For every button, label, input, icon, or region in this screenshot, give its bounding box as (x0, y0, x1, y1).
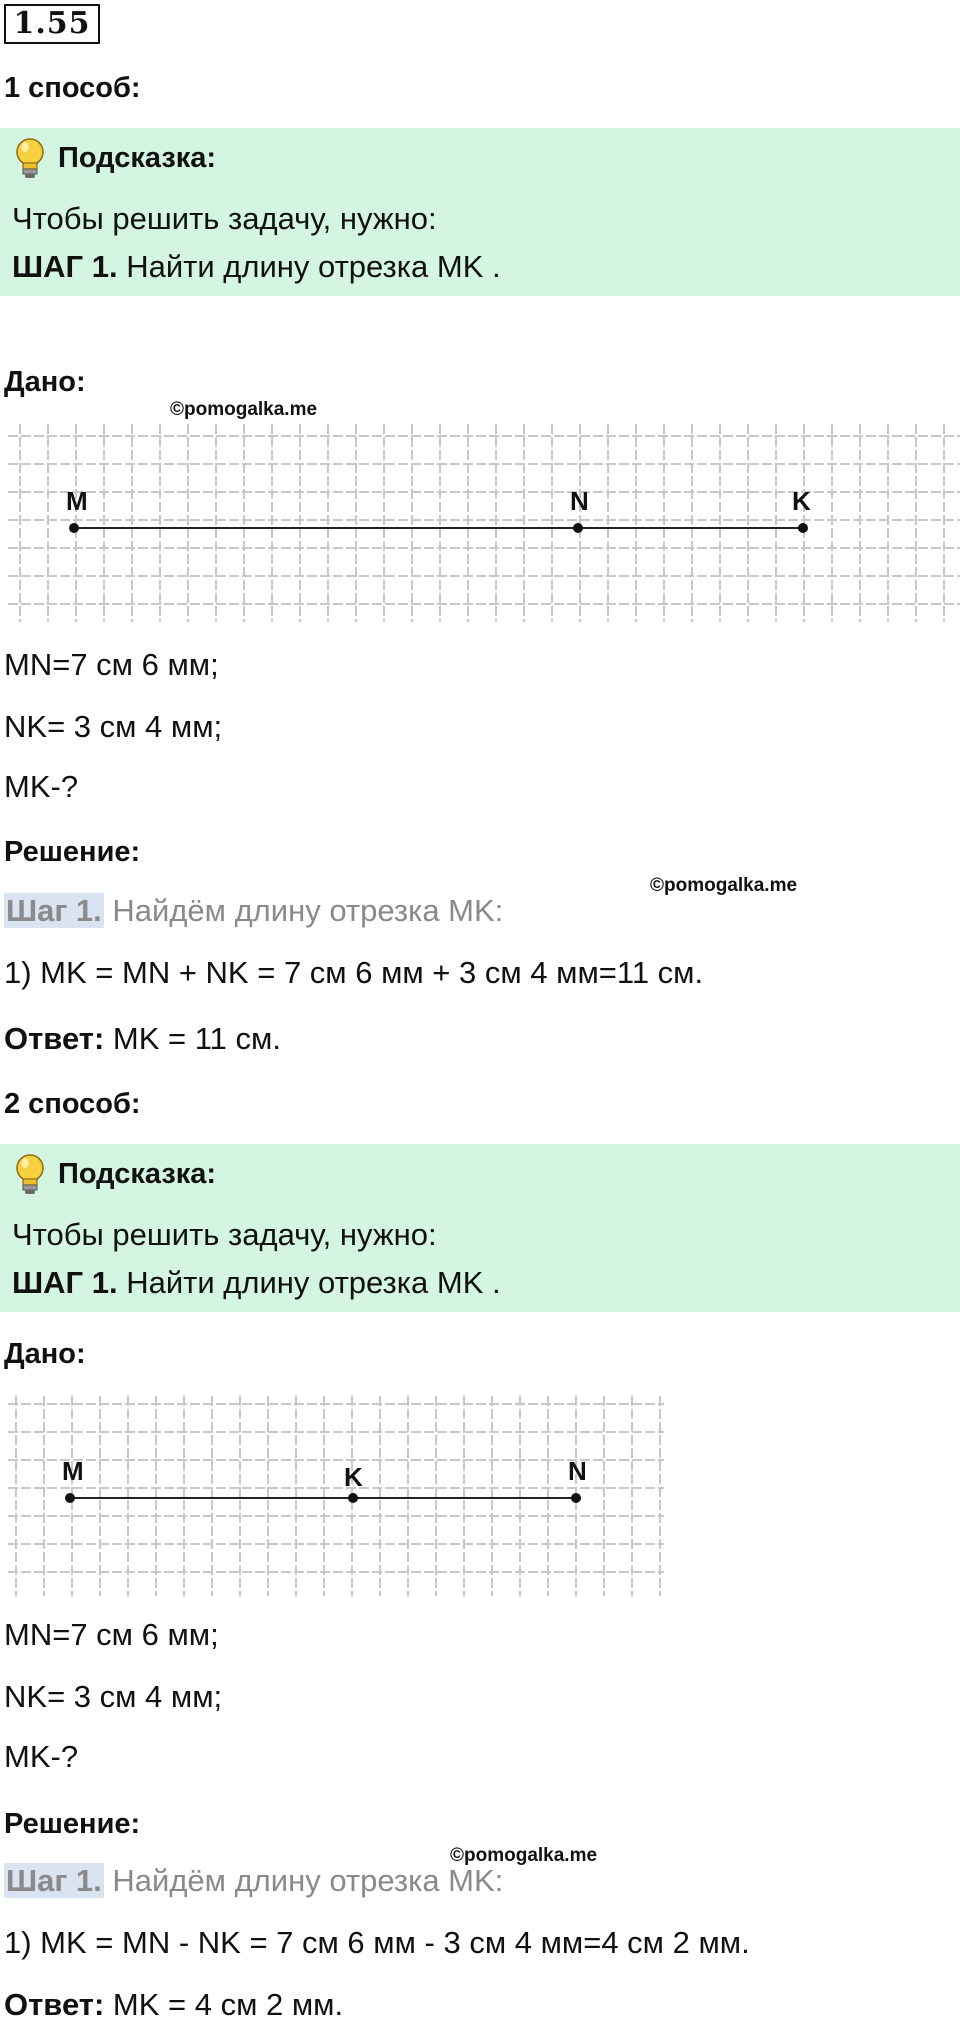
method2-given-heading: Дано: (4, 1338, 86, 1370)
method2-hint-box (0, 1144, 960, 1312)
step-label: Шаг 1. (6, 893, 102, 928)
method1-calculation: 1) MK = MN + NK = 7 см 6 мм + 3 см 4 мм=11 см. (4, 955, 704, 990)
point-k (798, 523, 808, 533)
hint-step (12, 248, 501, 286)
step-text: Найдём длину отрезка MK: (103, 1863, 504, 1898)
method1-segment-figure (8, 424, 960, 622)
hint-step-label: ШАГ 1. (12, 249, 118, 284)
point-n (573, 523, 583, 533)
point-label-k: K (344, 1462, 363, 1492)
method1-hint-box (0, 128, 960, 296)
hint-title: Подсказка: (58, 1158, 217, 1190)
answer-label: Ответ: (4, 1021, 105, 1056)
method2-solution-heading: Решение: (4, 1808, 141, 1840)
task-number: 1.55 (4, 4, 100, 44)
method2-step (4, 1862, 503, 1900)
method1-given-heading: Дано: (4, 366, 86, 398)
point-label-n: N (568, 1456, 587, 1486)
given-line-mn: MN=7 см 6 мм; (4, 647, 219, 682)
given-line-nk: NK= 3 см 4 мм; (4, 1679, 223, 1714)
point-label-m: M (66, 486, 88, 516)
point-label-m: M (62, 1456, 84, 1486)
hint-step-text: Найти длину отрезка MK . (117, 249, 501, 284)
hint-step-label: ШАГ 1. (12, 1265, 118, 1300)
hint-step-text: Найти длину отрезка MK . (117, 1265, 501, 1300)
method2-answer (4, 1986, 343, 2024)
method1-answer (4, 1020, 281, 1058)
watermark: ©pomogalka.me (170, 399, 318, 420)
given-line-mn: MN=7 см 6 мм; (4, 1617, 219, 1652)
lightbulb-icon (12, 136, 48, 182)
answer-label: Ответ: (4, 1987, 105, 2022)
method1-step (4, 892, 503, 930)
step-text: Найдём длину отрезка MK: (103, 893, 504, 928)
hint-line: Чтобы решить задачу, нужно: (12, 1217, 437, 1252)
method2-heading: 2 способ: (4, 1088, 141, 1120)
hint-step (12, 1264, 501, 1302)
point-label-k: K (792, 486, 811, 516)
lightbulb-icon (12, 1152, 48, 1198)
method2-calculation: 1) MK = MN - NK = 7 см 6 мм - 3 см 4 мм=4 см 2 мм. (4, 1925, 750, 1960)
hint-line: Чтобы решить задачу, нужно: (12, 201, 437, 236)
point-m (65, 1493, 75, 1503)
step-label: Шаг 1. (6, 1863, 102, 1898)
watermark: ©pomogalka.me (450, 1845, 598, 1866)
hint-title: Подсказка: (58, 142, 217, 174)
given-line-mk: MK-? (4, 1739, 79, 1774)
point-n (571, 1493, 581, 1503)
given-line-mk: MK-? (4, 769, 79, 804)
grid-lines (8, 424, 960, 622)
watermark: ©pomogalka.me (650, 875, 798, 896)
method1-solution-heading: Решение: (4, 836, 141, 868)
point-m (69, 523, 79, 533)
answer-text: MK = 11 см. (104, 1021, 281, 1056)
point-label-n: N (570, 486, 589, 516)
answer-text: MK = 4 см 2 мм. (104, 1987, 344, 2022)
method2-segment-figure (8, 1396, 664, 1596)
given-line-nk: NK= 3 см 4 мм; (4, 709, 223, 744)
grid-lines (8, 1396, 664, 1596)
method1-heading: 1 способ: (4, 72, 141, 104)
point-k (348, 1493, 358, 1503)
